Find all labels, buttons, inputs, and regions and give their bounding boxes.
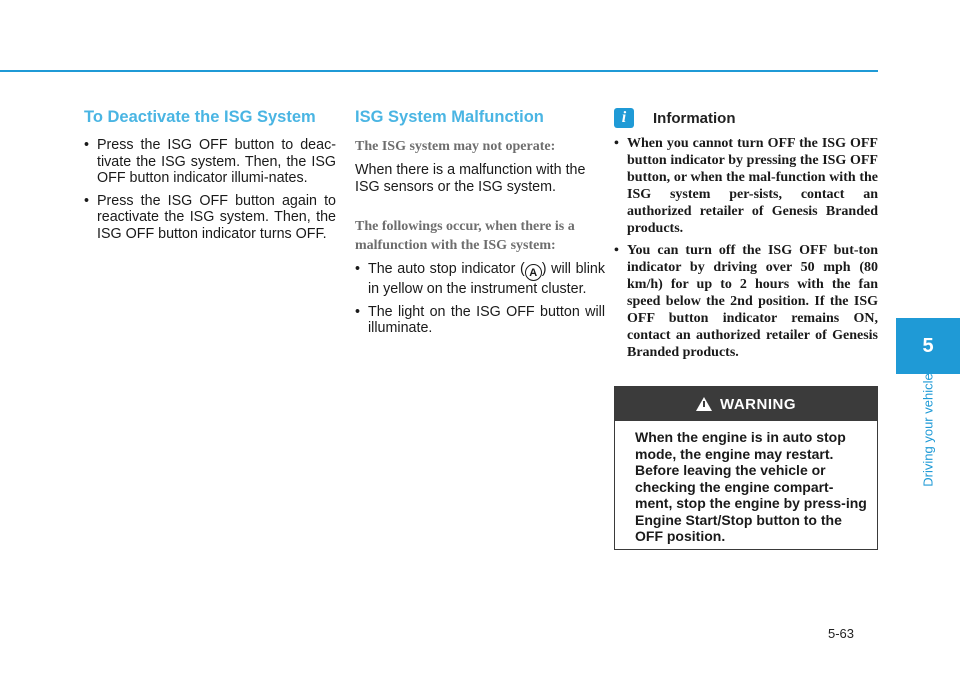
warning-header [615,387,877,421]
deactivate-list [84,137,336,242]
warning-text: When the engine is in auto stop mode, the engine may restart. Before leaving the vehicle or checking the engine compart-ment, stop the engine by press-ing Engine Start/Stop button to the OFF position. [635,429,867,544]
list-item: • Press the ISG OFF button to deac-tivate the ISG system. Then, the ISG OFF button indicator illumi-nates. [84,137,336,186]
deactivate-section [84,108,336,248]
warning-triangle-icon [696,397,712,411]
list-item: • Press the ISG OFF button again to reactivate the ISG system. Then, the ISG OFF button indicator turns OFF. [84,192,336,242]
list-item: • The auto stop indicator ( A ) will blink in yellow on the instrument cluster. [355,261,605,297]
information-section [614,108,878,368]
list-item: • When you cannot turn OFF the ISG OFF button indicator by pressing the ISG OFF button, or when the mal-function with the ISG system per-sists, contact an authorized retailer of Genesis Branded products. [614,136,878,236]
chapter-label: Driving your vehicle [920,373,936,487]
bullet: • [614,136,619,151]
information-icon: i [614,108,634,128]
list-item: • The light on the ISG OFF button will illuminate. [355,303,605,336]
malfunction-list [355,261,605,337]
bullet: • [355,261,361,277]
bullet: • [355,303,361,320]
section-title: ISG System Malfunction [355,108,544,126]
information-title: Information [653,109,736,127]
subheading: The ISG system may not operate: [355,139,556,154]
warning-label: WARNING [720,395,796,413]
top-rule [0,70,878,72]
information-list [614,136,878,362]
information-header [614,108,878,128]
bullet: • [614,243,619,259]
bullet: • [84,192,90,209]
subheading: The followings occur, when there is a malfunction with the ISG system: [355,219,575,253]
page-number: 5-63 [828,626,855,641]
section-title: To Deactivate the ISG System [84,108,316,126]
warning-box [614,386,878,550]
paragraph: When there is a malfunction with the ISG sensors or the ISG system. [355,162,586,195]
list-item: • You can turn off the ISG OFF but-ton indicator by driving over 50 mph (80 km/h) for up to 2 hours with the fan speed below the 2nd position. If the ISG OFF button indicator remains ON, contact an authorized retailer of Genesis Branded products. [614,243,878,360]
auto-stop-indicator-icon: A [525,264,542,281]
bullet: • [84,137,90,153]
chapter-tab: 5 [896,318,960,374]
malfunction-section [355,108,605,343]
